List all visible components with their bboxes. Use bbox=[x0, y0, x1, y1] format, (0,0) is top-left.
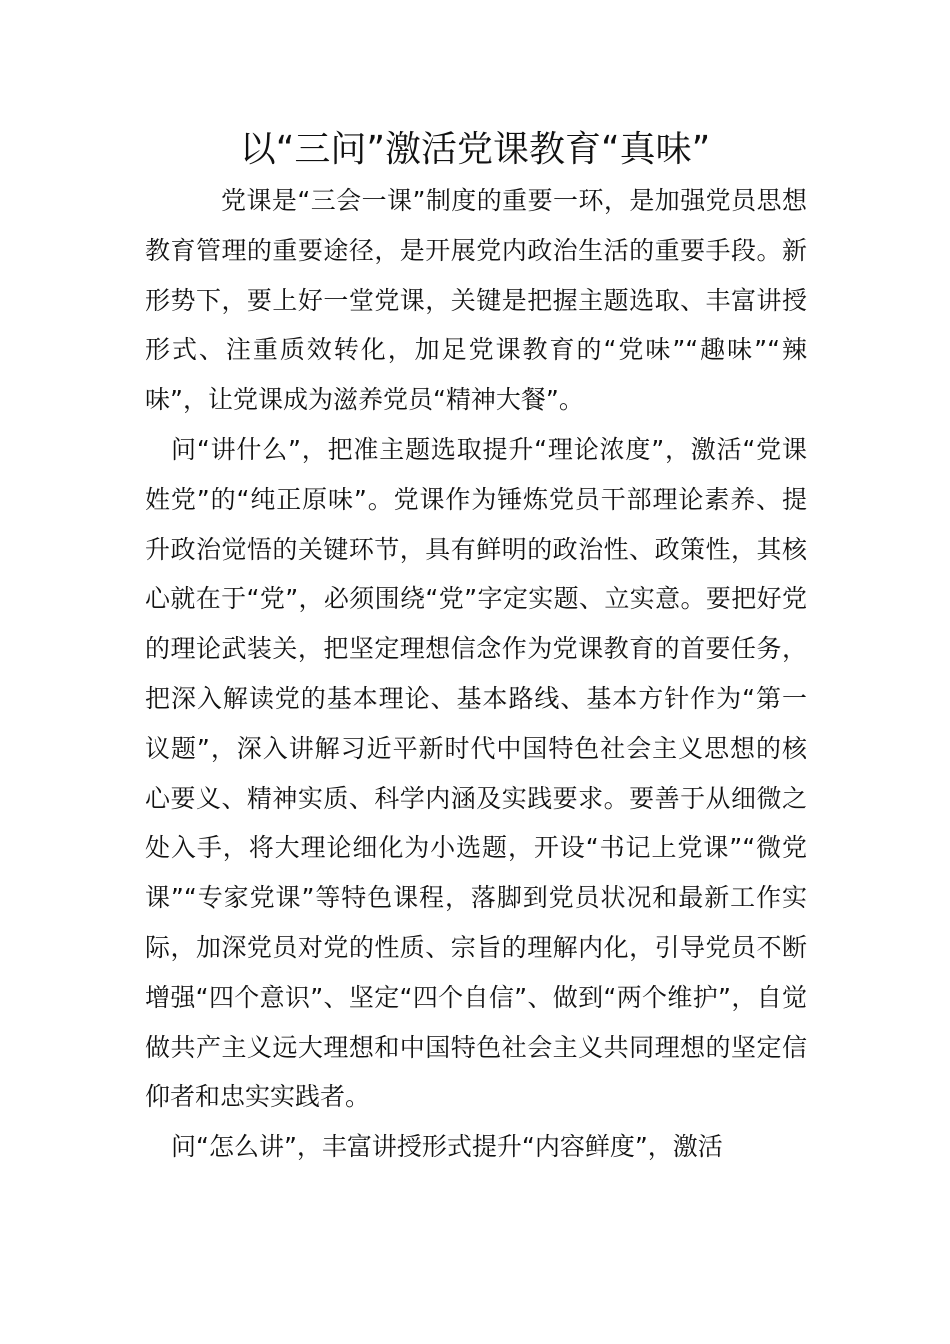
paragraph-what-to-teach: 问“讲什么”，把准主题选取提升“理论浓度”，激活“党课姓党”的“纯正原味”。党课作为锤炼党员干部理论素养、提升政治觉悟的关键环节，具有鲜明的政治性、政策性，其核心就在于“党”，必须围绕“党”字定实题、立实意。要把好党的理论武装关，把坚定理想信念作为党课教育的首要任务，把深入解读党的基本理论、基本路线、基本方针作为“第一议题”，深入讲解习近平新时代中国特色社会主义思想的核心要义、精神实质、科学内涵及实践要求。要善于从细微之处入手，将大理论细化为小选题，开设“书记上党课”“微党课”“专家党课”等特色课程，落脚到党员状况和最新工作实际，加深党员对党的性质、宗旨的理解内化，引导党员不断增强“四个意识”、坚定“四个自信”、做到“两个维护”，自觉做共产主义远大理想和中国特色社会主义共同理想的坚定信仰者和忠实实践者。 bbox=[145, 434, 807, 1112]
paragraph-intro: 党课是“三会一课”制度的重要一环，是加强党员思想教育管理的重要途径，是开展党内政治生活的重要手段。新形势下，要上好一堂党课，关键是把握主题选取、丰富讲授形式、注重质效转化，加足党课教育的“党味”“趣味”“辣味”，让党课成为滋养党员“精神大餐”。 bbox=[145, 186, 807, 415]
document-title: 以“三问”激活党课教育“真味” bbox=[239, 129, 711, 170]
document-body bbox=[145, 176, 807, 1172]
paragraph-how-to-teach: 问“怎么讲”，丰富讲授形式提升“内容鲜度”，激活 bbox=[171, 1132, 723, 1162]
